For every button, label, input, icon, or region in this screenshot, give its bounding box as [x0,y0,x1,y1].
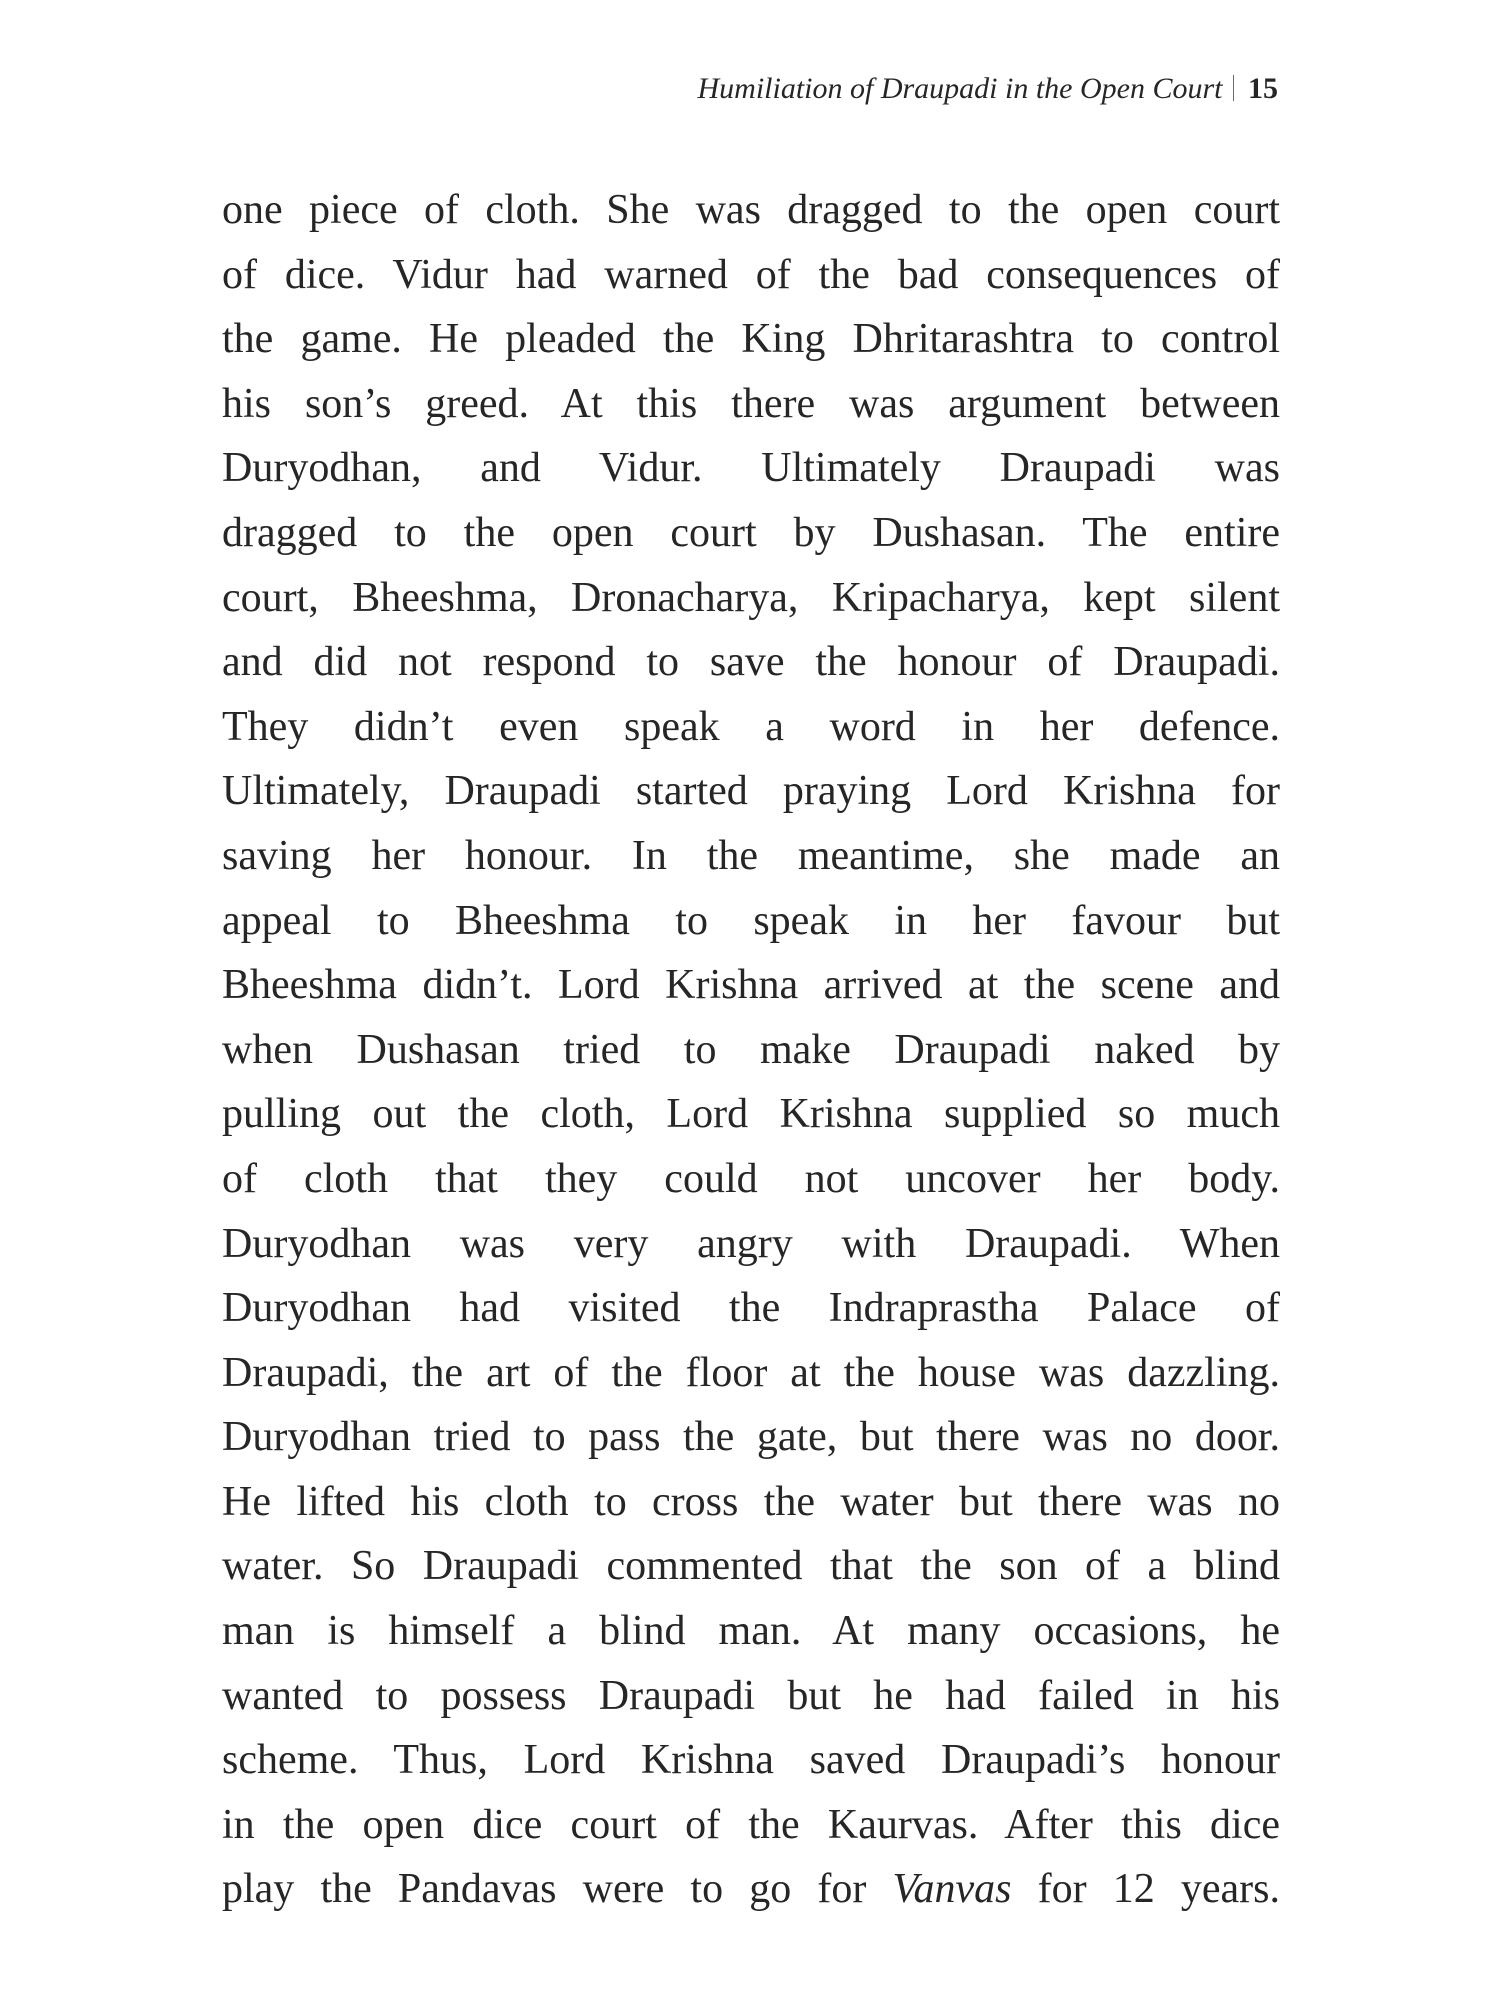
text-line: He lifted his cloth to cross the water but there was no [222,1478,1280,1525]
text-line: Duryodhan tried to pass the gate, but there was no door. [222,1414,1280,1461]
text-line: Duryodhan was very angry with Draupadi. When [222,1220,1280,1267]
running-head-separator [1233,75,1235,101]
text-line: pulling out the cloth, Lord Krishna supplied so much [222,1091,1280,1138]
text-line: Duryodhan, and Vidur. Ultimately Draupadi was [222,445,1280,492]
text-line: Bheeshma didn’t. Lord Krishna arrived at the scene and [222,962,1280,1009]
text-line: man is himself a blind man. At many occasions, he [222,1608,1280,1655]
running-head [698,72,1279,106]
italic-term-vanvas: Vanvas [892,1866,1012,1913]
text-line: Draupadi, the art of the floor at the house was dazzling. [222,1349,1280,1396]
text-line: and did not respond to save the honour of Draupadi. [222,639,1280,686]
text-line: dragged to the open court by Dushasan. The entire [222,509,1280,556]
text-line: one piece of cloth. She was dragged to the open court [222,187,1280,233]
text-line: water. So Draupadi commented that the son of a blind [222,1543,1280,1590]
running-head-title: Humiliation of Draupadi in the Open Court [697,72,1223,105]
text-line: court, Bheeshma, Dronacharya, Kripacharya, kept silent [222,574,1280,621]
text-line: appeal to Bheeshma to speak in her favour but [222,897,1280,944]
last-line-end: for 12 years. [1011,1866,1280,1913]
page-number: 15 [1248,72,1278,105]
text-line: in the open dice court of the Kaurvas. After this dice [222,1801,1280,1848]
text-line-last [222,1857,1280,1922]
text-line: scheme. Thus, Lord Krishna saved Draupadi’s honour [222,1737,1280,1784]
text-line: the game. He pleaded the King Dhritarashtra to control [222,316,1280,363]
body-text [222,178,1280,1922]
text-line: his son’s greed. At this there was argument between [222,380,1280,427]
text-line: wanted to possess Draupadi but he had failed in his [222,1672,1280,1719]
text-line: They didn’t even speak a word in her defence. [222,703,1280,750]
text-line: of dice. Vidur had warned of the bad consequences of [222,251,1280,298]
text-line: when Dushasan tried to make Draupadi naked by [222,1026,1280,1073]
text-line: Duryodhan had visited the Indraprastha Palace of [222,1285,1280,1332]
text-line: saving her honour. In the meantime, she made an [222,832,1280,879]
last-line-start: play the Pandavas were to go for [222,1866,893,1913]
text-line: of cloth that they could not uncover her body. [222,1155,1280,1202]
text-line: Ultimately, Draupadi started praying Lord Krishna for [222,768,1280,815]
